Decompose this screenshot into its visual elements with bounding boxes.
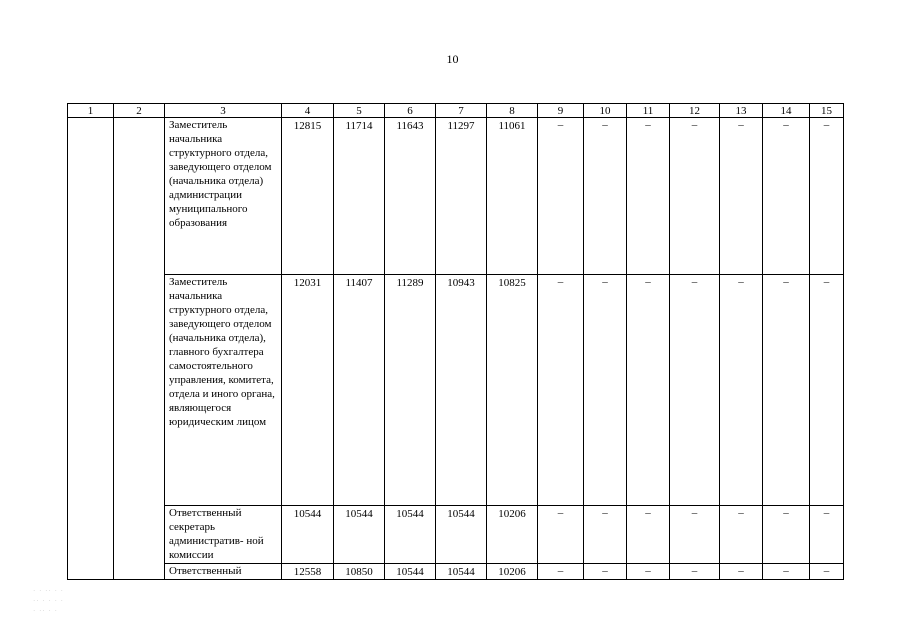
dash-cell: – [627, 564, 670, 580]
value-cell: 12558 [282, 564, 334, 580]
value-cell: 11289 [385, 275, 436, 506]
table-row [68, 506, 844, 564]
value-cell: 11714 [334, 118, 385, 275]
column-number-row [68, 104, 844, 118]
merged-cell-col-1 [68, 118, 114, 580]
value-cell: 10544 [385, 564, 436, 580]
value-cell: 10206 [487, 564, 538, 580]
dash-cell: – [584, 275, 627, 506]
salary-table [67, 103, 844, 580]
dash-cell: – [627, 275, 670, 506]
page-number: 10 [446, 52, 459, 66]
value-cell: 12031 [282, 275, 334, 506]
value-cell: 10544 [385, 506, 436, 564]
value-cell: 11297 [436, 118, 487, 275]
column-header: 6 [385, 104, 436, 118]
dash-cell: – [763, 118, 810, 275]
dash-cell: – [810, 118, 844, 275]
scan-artifact: · · ·· · · ·· · · · · · ·· · · [33, 587, 64, 615]
dash-cell: – [763, 564, 810, 580]
column-header: 15 [810, 104, 844, 118]
dash-cell: – [810, 564, 844, 580]
dash-cell: – [670, 275, 720, 506]
dash-cell: – [810, 506, 844, 564]
dash-cell: – [720, 564, 763, 580]
column-header: 7 [436, 104, 487, 118]
dash-cell: – [584, 506, 627, 564]
dash-cell: – [720, 118, 763, 275]
value-cell: 10544 [334, 506, 385, 564]
column-header: 11 [627, 104, 670, 118]
dash-cell: – [763, 275, 810, 506]
column-header: 9 [538, 104, 584, 118]
dash-cell: – [670, 564, 720, 580]
dash-cell: – [584, 564, 627, 580]
merged-cell-col-2 [114, 118, 165, 580]
table-row [68, 118, 844, 275]
dash-cell: – [538, 275, 584, 506]
dash-cell: – [538, 506, 584, 564]
dash-cell: – [670, 118, 720, 275]
column-header: 14 [763, 104, 810, 118]
column-header: 3 [165, 104, 282, 118]
column-header: 4 [282, 104, 334, 118]
value-cell: 10544 [436, 506, 487, 564]
column-header: 13 [720, 104, 763, 118]
table-row [68, 564, 844, 580]
column-header: 1 [68, 104, 114, 118]
value-cell: 10206 [487, 506, 538, 564]
dash-cell: – [810, 275, 844, 506]
dash-cell: – [670, 506, 720, 564]
dash-cell: – [763, 506, 810, 564]
value-cell: 11643 [385, 118, 436, 275]
column-header: 5 [334, 104, 385, 118]
position-cell: Заместитель начальника структурного отдела, заведующего отделом (начальника отдела), главного бухгалтера самостоятельного управления, комитета, отдела и иного органа, являющегося юридическим лицом [165, 275, 282, 506]
dash-cell: – [627, 506, 670, 564]
value-cell: 10544 [282, 506, 334, 564]
dash-cell: – [538, 118, 584, 275]
value-cell: 11061 [487, 118, 538, 275]
column-header: 12 [670, 104, 720, 118]
position-cell: Ответственный секретарь административ- ной комиссии [165, 506, 282, 564]
value-cell: 10850 [334, 564, 385, 580]
value-cell: 10544 [436, 564, 487, 580]
value-cell: 10943 [436, 275, 487, 506]
dash-cell: – [584, 118, 627, 275]
dash-cell: – [627, 118, 670, 275]
value-cell: 12815 [282, 118, 334, 275]
value-cell: 10825 [487, 275, 538, 506]
position-cell: Ответственный [165, 564, 282, 580]
table-row [68, 275, 844, 506]
column-header: 8 [487, 104, 538, 118]
dash-cell: – [720, 275, 763, 506]
column-header: 2 [114, 104, 165, 118]
position-cell: Заместитель начальника структурного отдела, заведующего отделом (начальника отдела) администрации муниципального образования [165, 118, 282, 275]
dash-cell: – [538, 564, 584, 580]
dash-cell: – [720, 506, 763, 564]
value-cell: 11407 [334, 275, 385, 506]
column-header: 10 [584, 104, 627, 118]
